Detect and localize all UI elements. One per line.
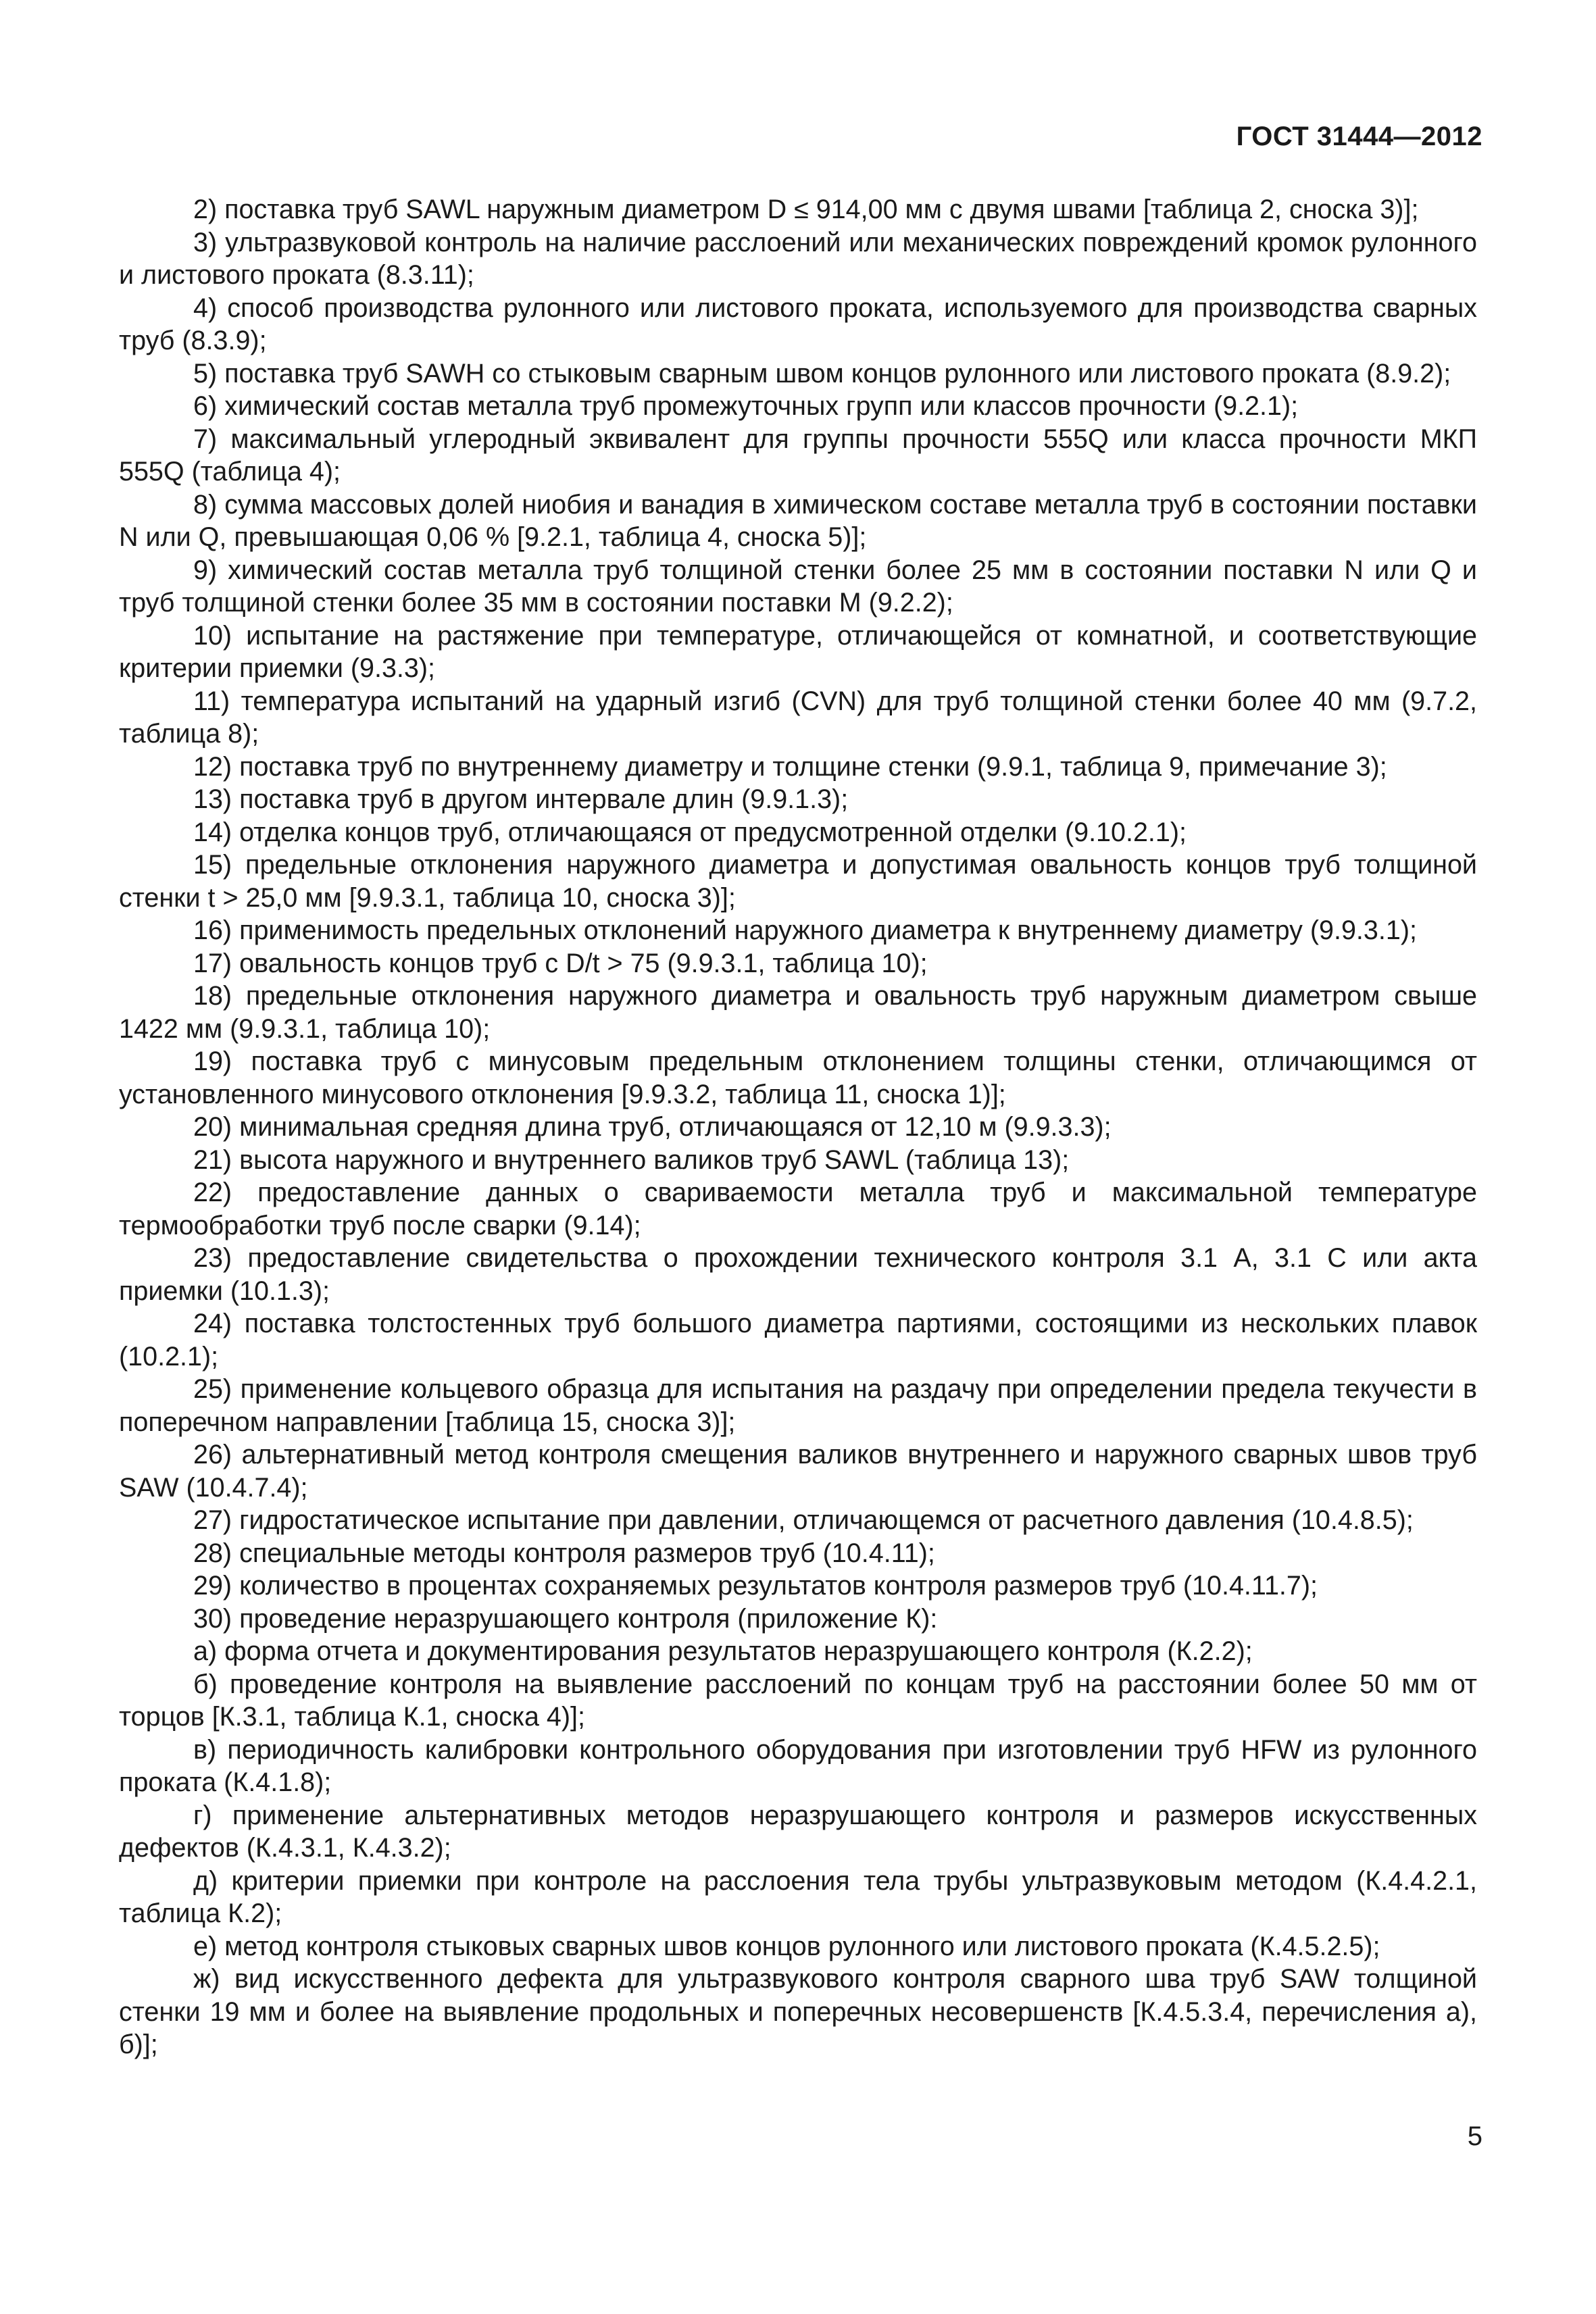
list-item: е) метод контроля стыковых сварных швов концов рулонного или листового проката (К.4.5.2.5); [193,1931,1380,1961]
list-item: 25) применение кольцевого образца для испытания на раздачу при определении предела текучести в поперечном направлении [таблица 15, сноска 3)]; [119,1374,1477,1437]
list-item: 14) отделка концов труб, отличающаяся от предусмотренной отделки (9.10.2.1); [193,817,1187,847]
list-item: г) применение альтернативных методов неразрушающего контроля и размеров искусственных дефектов (К.4.3.1, К.4.3.2); [119,1800,1477,1863]
list-item: а) форма отчета и документирования результатов неразрушающего контроля (К.2.2); [193,1636,1253,1666]
list-item: д) критерии приемки при контроле на расслоения тела трубы ультразвуковым методом (К.4.4.2.1, таблица К.2); [119,1865,1477,1928]
list-item: ж) вид искусственного дефекта для ультразвукового контроля сварного шва труб SAW толщиной стенки 19 мм и более на выявление продольных и поперечных несовершенств [К.4.5.3.4, перечисления а), б)]; [119,1964,1477,2059]
list-item: 6) химический состав металла труб промежуточных групп или классов прочности (9.2.1); [193,391,1299,421]
list-item: 3) ультразвуковой контроль на наличие расслоений или механических повреждений кромок рулонного и листового проката (8.3.11); [119,227,1477,290]
list-item: 15) предельные отклонения наружного диаметра и допустимая овальность концов труб толщиной стенки t > 25,0 мм [9.9.3.1, таблица 10, сноска 3)]; [119,850,1477,913]
list-item: б) проведение контроля на выявление расслоений по концам труб на расстоянии более 50 мм от торцов [К.3.1, таблица К.1, сноска 4)]; [119,1669,1477,1732]
document-header-code: ГОСТ 31444—2012 [1236,122,1482,151]
list-item: 4) способ производства рулонного или листового проката, используемого для производства сварных труб (8.3.9); [119,293,1477,355]
list-item: 29) количество в процентах сохраняемых результатов контроля размеров труб (10.4.11.7); [193,1571,1318,1601]
list-item: 8) сумма массовых долей ниобия и ванадия в химическом составе металла труб в состоянии поставки N или Q, превышающая 0,06 % [9.2.1, таблица 4, сноска 5)]; [119,489,1477,552]
list-item: в) периодичность калибровки контрольного оборудования при изготовлении труб HFW из рулонного проката (К.4.1.8); [119,1734,1477,1797]
list-item: 24) поставка толстостенных труб большого диаметра партиями, состоящими из нескольких плавок (10.2.1); [119,1309,1477,1372]
list-item: 30) проведение неразрушающего контроля (приложение К): [193,1603,938,1634]
list-item: 13) поставка труб в другом интервале длин (9.9.1.3); [193,784,849,814]
list-item: 16) применимость предельных отклонений наружного диаметра к внутреннему диаметру (9.9.3.1); [193,915,1417,945]
list-item: 27) гидростатическое испытание при давлении, отличающемся от расчетного давления (10.4.8.5); [193,1505,1414,1535]
list-item: 18) предельные отклонения наружного диаметра и овальность труб наружным диаметром свыше 1422 мм (9.9.3.1, таблица 10); [119,981,1477,1044]
list-item: 22) предоставление данных о свариваемости металла труб и максимальной температуре термообработки труб после сварки (9.14); [119,1178,1477,1240]
list-item: 5) поставка труб SAWH со стыковым сварным швом концов рулонного или листового проката (8.9.2); [193,358,1451,388]
list-item: 19) поставка труб с минусовым предельным отклонением толщины стенки, отличающимся от установленного минусового отклонения [9.9.3.2, таблица 11, сноска 1)]; [119,1047,1477,1109]
list-item: 2) поставка труб SAWL наружным диаметром D ≤ 914,00 мм с двумя швами [таблица 2, сноска 3)]; [193,195,1419,224]
list-item: 7) максимальный углеродный эквивалент для группы прочности 555Q или класса прочности МКП 555Q (таблица 4); [119,424,1477,486]
page-number: 5 [1467,2121,1482,2151]
list-item: 11) температура испытаний на ударный изгиб (CVN) для труб толщиной стенки более 40 мм (9.7.2, таблица 8); [119,686,1477,749]
list-item: 17) овальность концов труб с D/t > 75 (9.9.3.1, таблица 10); [193,948,928,978]
list-item: 28) специальные методы контроля размеров труб (10.4.11); [193,1538,935,1568]
list-item: 23) предоставление свидетельства о прохождении технического контроля 3.1 А, 3.1 С или акта приемки (10.1.3); [119,1243,1477,1306]
list-item: 12) поставка труб по внутреннему диаметру и толщине стенки (9.9.1, таблица 9, примечание 3); [193,751,1387,782]
list-item: 20) минимальная средняя длина труб, отличающаяся от 12,10 м (9.9.3.3); [193,1112,1112,1142]
list-item: 9) химический состав металла труб толщиной стенки более 25 мм в состоянии поставки N или Q и труб толщиной стенки более 35 мм в состоянии поставки М (9.2.2); [119,555,1477,618]
list-item: 10) испытание на растяжение при температуре, отличающейся от комнатной, и соответствующие критерии приемки (9.3.3); [119,620,1477,683]
document-body [119,193,1477,2061]
list-item: 26) альтернативный метод контроля смещения валиков внутреннего и наружного сварных швов труб SAW (10.4.7.4); [119,1440,1477,1503]
list-item: 21) высота наружного и внутреннего валиков труб SAWL (таблица 13); [193,1145,1070,1175]
